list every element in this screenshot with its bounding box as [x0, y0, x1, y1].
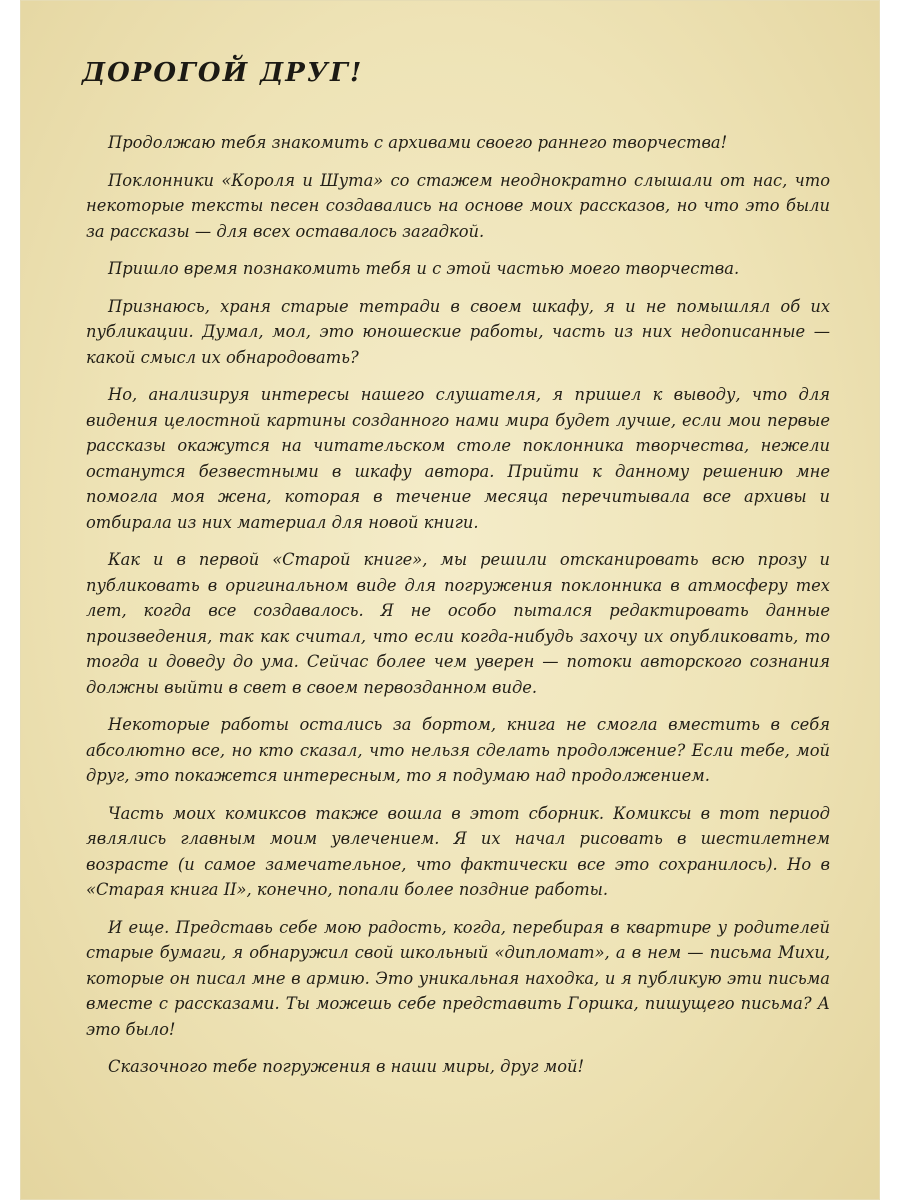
- letter-body: [86, 130, 830, 1092]
- letter-paragraph: Поклонники «Короля и Шута» со стажем неоднократно слышали от нас, что некоторые тексты песен создавались на основе моих рассказов, но что это были за рассказы — для всех оставалось загадкой.: [86, 170, 830, 241]
- letter-paragraph: Пришло время познакомить тебя и с этой частью моего творчества.: [108, 259, 740, 278]
- letter-paragraph: Как и в первой «Старой книге», мы решили отсканировать всю прозу и публиковать в оригинальном виде для погружения поклонника в атмосферу тех лет, когда все создавалось. Я не особо пытался редактировать данные произведения, так как считал, что если когда-нибудь захочу их опубликовать, то тогда и доведу до ума. Сейчас более чем уверен — потоки авторского сознания должны выйти в свет в своем первозданном виде.: [86, 550, 830, 697]
- letter-paragraph: Часть моих комиксов также вошла в этот сборник. Комиксы в тот период являлись главным моим увлечением. Я их начал рисовать в шестилетнем возрасте (и самое замечательное, что фактически все это сохранилось). Но в «Старая книга II», конечно, попали более поздние работы.: [86, 803, 830, 899]
- letter-greeting: ДОРОГОЙ ДРУГ!: [82, 58, 364, 88]
- letter-paragraph: Сказочного тебе погружения в наши миры, друг мой!: [108, 1057, 585, 1076]
- letter-paragraph: Признаюсь, храня старые тетради в своем шкафу, я и не помышлял об их публикации. Думал, мол, это юношеские работы, часть из них недописанные — какой смысл их обнародовать?: [86, 296, 830, 367]
- letter-page: [20, 0, 880, 1200]
- letter-paragraph: Некоторые работы остались за бортом, книга не смогла вместить в себя абсолютно все, но кто сказал, что нельзя сделать продолжение? Если тебе, мой друг, это покажется интересным, то я подумаю над продолжением.: [86, 715, 830, 785]
- letter-paragraph: И еще. Представь себе мою радость, когда, перебирая в квартире у родителей старые бумаги, я обнаружил свой школьный «дипломат», а в нем — письма Михи, которые он писал мне в армию. Это уникальная находка, и я публикую эти письма вместе с рассказами. Ты можешь себе представить Горшка, пишущего письма? А это было!: [86, 917, 830, 1039]
- letter-paragraph: Продолжаю тебя знакомить с архивами своего раннего творчества!: [108, 133, 728, 152]
- letter-paragraph: Но, анализируя интересы нашего слушателя, я пришел к выводу, что для видения целостной картины созданного нами мира будет лучше, если мои первые рассказы окажутся на читательском столе поклонника творчества, нежели останутся безвестными в шкафу автора. Прийти к данному решению мне помогла моя жена, которая в течение месяца перечитывала все архивы и отбирала из них материал для новой книги.: [86, 385, 830, 532]
